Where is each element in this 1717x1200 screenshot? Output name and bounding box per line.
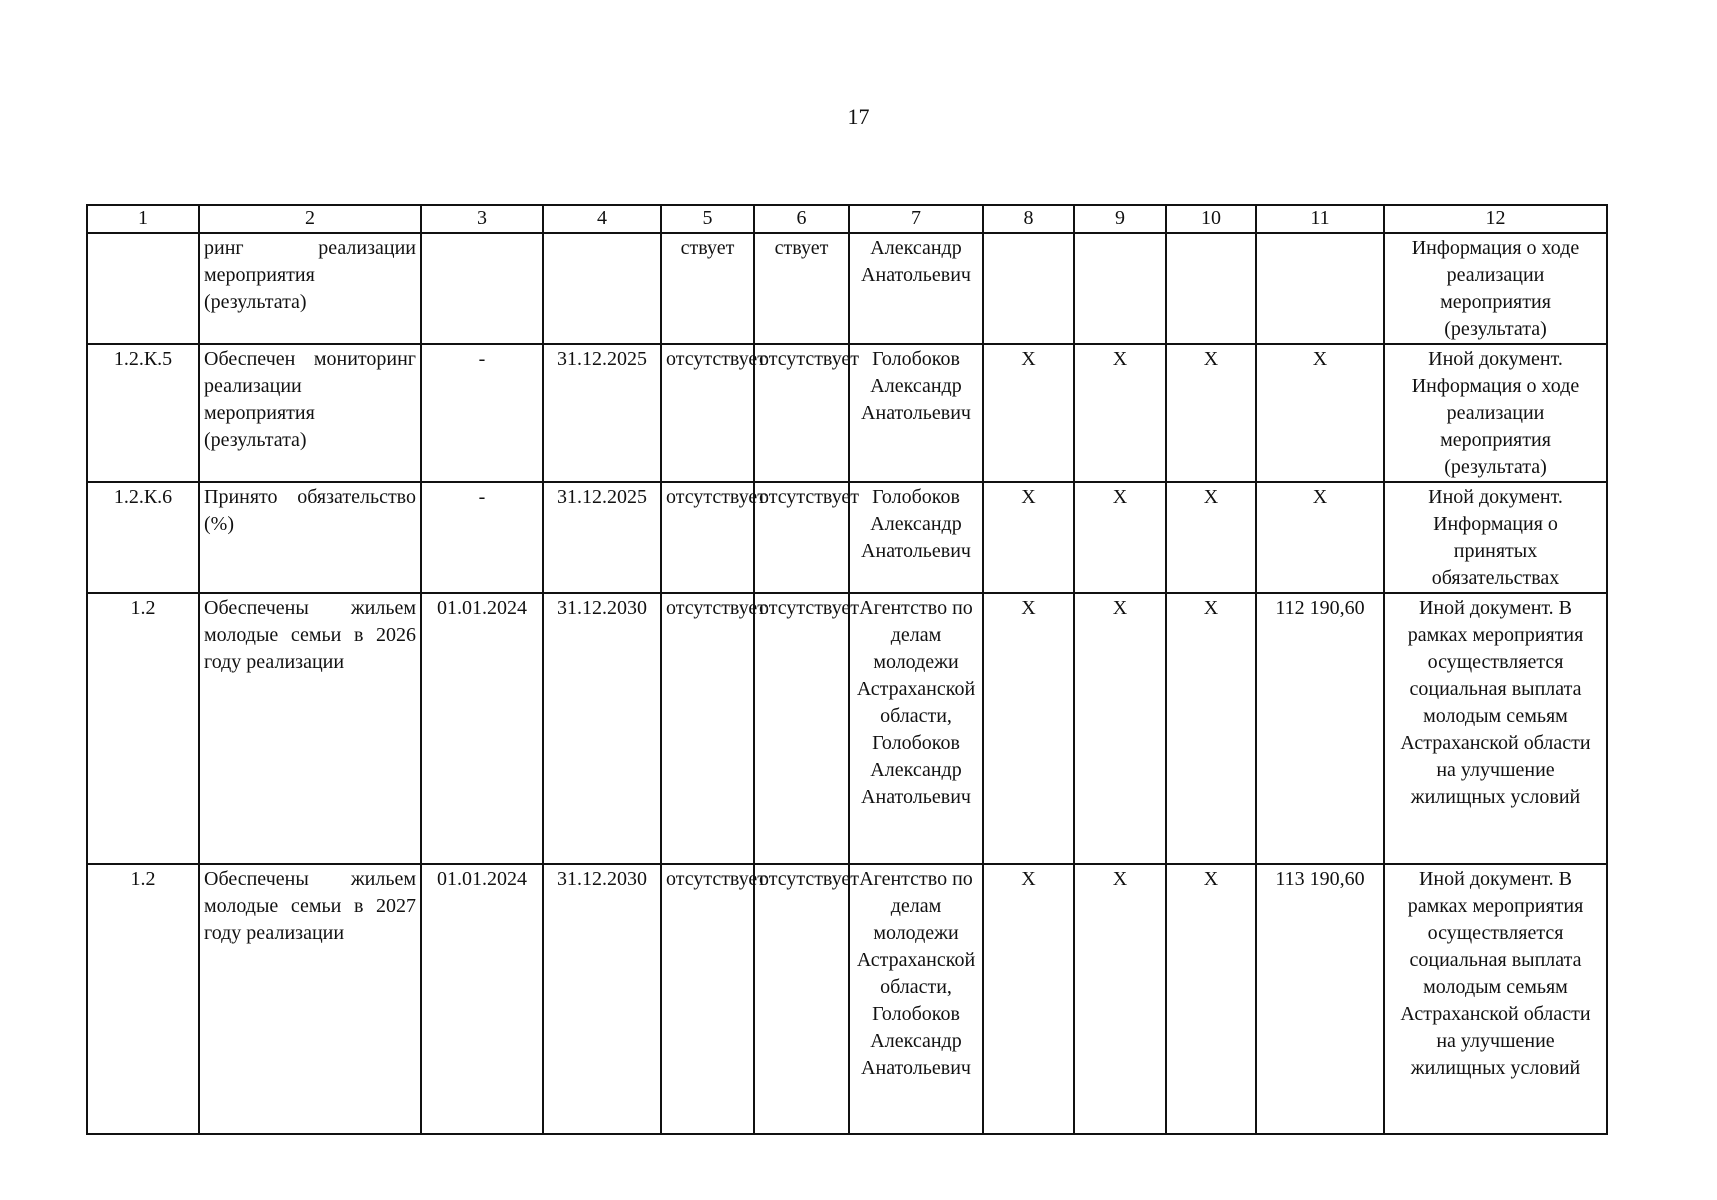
cell-name: Обеспечен мониторинг реализации мероприятия (результата) [199,344,421,482]
cell-name: Обеспечены жильем молодые семьи в 2027 году реализации [199,864,421,1134]
header-cell: 6 [754,205,849,233]
cell-responsible: Александр Анатольевич [849,233,983,344]
header-cell: 3 [421,205,543,233]
cell-number: 1.2 [87,593,199,864]
measures-table [86,204,1608,1135]
cell-end-date: 31.12.2030 [543,593,661,864]
table-row [87,593,1607,864]
cell-name: Принято обязательство (%) [199,482,421,593]
cell-responsible: Агентство по делам молодежи Астраханской области, Голобоков Александр Анатольевич [849,593,983,864]
cell-number [87,233,199,344]
cell-col6: ствует [754,233,849,344]
cell-col8: X [983,864,1074,1134]
cell-number: 1.2 [87,864,199,1134]
cell-col9: X [1074,344,1166,482]
cell-end-date [543,233,661,344]
page-number: 17 [847,104,870,129]
header-cell: 7 [849,205,983,233]
header-cell: 8 [983,205,1074,233]
cell-start-date: - [421,482,543,593]
table-row [87,233,1607,344]
cell-document: Иной документ. В рамках мероприятия осуществляется социальная выплата молодым семьям Астраханской области на улучшение жилищных условий [1384,593,1607,864]
cell-document: Иной документ. В рамках мероприятия осуществляется социальная выплата молодым семьям Астраханской области на улучшение жилищных условий [1384,864,1607,1134]
cell-col5: ствует [661,233,754,344]
cell-col5: отсутствует [661,344,754,482]
cell-col10: X [1166,864,1256,1134]
cell-amount: 113 190,60 [1256,864,1384,1134]
cell-start-date: 01.01.2024 [421,593,543,864]
cell-name: ринг реализации мероприятия (результата) [199,233,421,344]
cell-end-date: 31.12.2025 [543,482,661,593]
cell-col10: X [1166,344,1256,482]
table-row [87,344,1607,482]
cell-col6: отсутствует [754,344,849,482]
cell-col8 [983,233,1074,344]
cell-col8: X [983,344,1074,482]
cell-amount: X [1256,482,1384,593]
cell-col9: X [1074,593,1166,864]
cell-col6: отсутствует [754,482,849,593]
table-row [87,482,1607,593]
cell-col6: отсутствует [754,864,849,1134]
cell-name: Обеспечены жильем молодые семьи в 2026 году реализации [199,593,421,864]
cell-col10 [1166,233,1256,344]
header-cell: 1 [87,205,199,233]
cell-col9: X [1074,864,1166,1134]
header-cell: 9 [1074,205,1166,233]
cell-number: 1.2.К.5 [87,344,199,482]
cell-col5: отсутствует [661,593,754,864]
cell-col10: X [1166,482,1256,593]
header-cell: 11 [1256,205,1384,233]
cell-start-date: 01.01.2024 [421,864,543,1134]
cell-responsible: Агентство по делам молодежи Астраханской области, Голобоков Александр Анатольевич [849,864,983,1134]
table-row [87,864,1607,1134]
cell-col8: X [983,593,1074,864]
cell-col10: X [1166,593,1256,864]
cell-document: Информация о ходе реализации мероприятия (результата) [1384,233,1607,344]
cell-start-date: - [421,344,543,482]
header-cell: 12 [1384,205,1607,233]
cell-end-date: 31.12.2025 [543,344,661,482]
cell-document: Иной документ. Информация о принятых обязательствах [1384,482,1607,593]
cell-start-date [421,233,543,344]
header-cell: 2 [199,205,421,233]
cell-number: 1.2.К.6 [87,482,199,593]
cell-responsible: Голобоков Александр Анатольевич [849,344,983,482]
cell-col8: X [983,482,1074,593]
cell-col5: отсутствует [661,482,754,593]
header-row [87,205,1607,233]
cell-amount [1256,233,1384,344]
cell-responsible: Голобоков Александр Анатольевич [849,482,983,593]
cell-amount: X [1256,344,1384,482]
cell-col9: X [1074,482,1166,593]
cell-col5: отсутствует [661,864,754,1134]
cell-col9 [1074,233,1166,344]
cell-document: Иной документ. Информация о ходе реализации мероприятия (результата) [1384,344,1607,482]
header-cell: 5 [661,205,754,233]
cell-col6: отсутствует [754,593,849,864]
header-cell: 4 [543,205,661,233]
cell-amount: 112 190,60 [1256,593,1384,864]
header-cell: 10 [1166,205,1256,233]
cell-end-date: 31.12.2030 [543,864,661,1134]
